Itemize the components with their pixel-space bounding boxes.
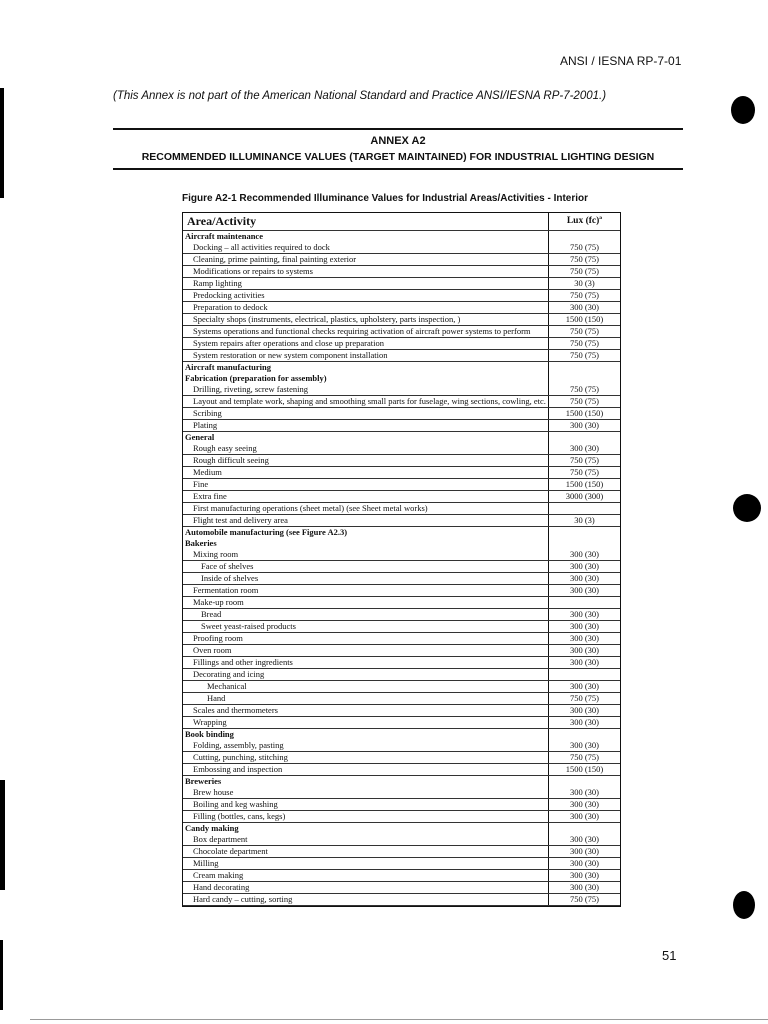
lux-value-cell: 300 (30) bbox=[549, 621, 621, 633]
lux-value-cell: 300 (30) bbox=[549, 549, 621, 561]
table-row bbox=[183, 693, 620, 705]
table-row bbox=[183, 561, 620, 573]
lux-value-cell: 300 (30) bbox=[549, 681, 621, 693]
area-activity-cell: Aircraft maintenance bbox=[185, 231, 263, 241]
lux-value-cell: 300 (30) bbox=[549, 740, 621, 752]
table-row bbox=[183, 645, 620, 657]
lux-value-cell: 300 (30) bbox=[549, 657, 621, 669]
area-activity-cell: Docking – all activities required to dock bbox=[183, 242, 549, 254]
lux-value-cell: 300 (30) bbox=[549, 846, 621, 858]
lux-value-cell: 1500 (150) bbox=[549, 764, 621, 776]
table-row bbox=[183, 597, 620, 609]
lux-value-cell bbox=[549, 231, 621, 243]
illuminance-table bbox=[182, 212, 621, 907]
lux-value-cell bbox=[549, 597, 621, 609]
lux-value-cell: 1500 (150) bbox=[549, 408, 621, 420]
area-activity-cell: Brew house bbox=[183, 787, 549, 799]
table-row bbox=[183, 834, 620, 846]
area-activity-cell: Box department bbox=[183, 834, 549, 846]
table-row bbox=[183, 729, 620, 741]
lux-value-cell: 300 (30) bbox=[549, 834, 621, 846]
area-activity-cell: Fabrication (preparation for assembly) bbox=[185, 373, 327, 383]
scan-margin-mark-bottom bbox=[0, 780, 5, 890]
lux-value-cell: 750 (75) bbox=[549, 752, 621, 764]
column-header-area: Area/Activity bbox=[183, 213, 549, 231]
area-activity-cell: Extra fine bbox=[183, 491, 549, 503]
area-activity-cell: Decorating and icing bbox=[183, 669, 549, 681]
area-activity-cell: Layout and template work, shaping and smoothing small parts for fuselage, wing sections, cowling, etc. bbox=[183, 396, 549, 408]
table-row bbox=[183, 609, 620, 621]
area-activity-cell: Scales and thermometers bbox=[183, 705, 549, 717]
area-activity-cell: Inside of shelves bbox=[183, 573, 549, 585]
lux-value-cell bbox=[549, 503, 621, 515]
lux-value-cell: 300 (30) bbox=[549, 573, 621, 585]
table-row bbox=[183, 350, 620, 362]
area-activity-cell: Sweet yeast-raised products bbox=[183, 621, 549, 633]
table-row bbox=[183, 633, 620, 645]
table-row bbox=[183, 278, 620, 290]
table-row bbox=[183, 515, 620, 527]
lux-value-cell bbox=[549, 729, 621, 741]
table-row bbox=[183, 527, 620, 539]
table-row bbox=[183, 314, 620, 326]
binder-hole-bottom bbox=[733, 891, 755, 919]
lux-value-cell: 30 (3) bbox=[549, 278, 621, 290]
table-row bbox=[183, 266, 620, 278]
lux-value-cell bbox=[549, 776, 621, 788]
lux-value-cell: 750 (75) bbox=[549, 326, 621, 338]
area-activity-cell: Folding, assembly, pasting bbox=[183, 740, 549, 752]
area-activity-cell: Candy making bbox=[185, 823, 239, 833]
lux-value-cell: 300 (30) bbox=[549, 799, 621, 811]
area-activity-cell: Aircraft manufacturing bbox=[185, 362, 272, 372]
lux-value-cell bbox=[549, 373, 621, 384]
page-number: 51 bbox=[662, 948, 677, 963]
area-activity-cell: Boiling and keg washing bbox=[183, 799, 549, 811]
lux-value-cell: 300 (30) bbox=[549, 787, 621, 799]
area-activity-cell: Milling bbox=[183, 858, 549, 870]
area-activity-cell: Rough difficult seeing bbox=[183, 455, 549, 467]
lux-value-cell: 300 (30) bbox=[549, 717, 621, 729]
top-rule bbox=[113, 128, 683, 130]
table-row bbox=[183, 326, 620, 338]
area-activity-cell: Embossing and inspection bbox=[183, 764, 549, 776]
lux-value-cell: 750 (75) bbox=[549, 266, 621, 278]
lux-value-cell: 300 (30) bbox=[549, 585, 621, 597]
table-row bbox=[183, 681, 620, 693]
table-row bbox=[183, 290, 620, 302]
table-row bbox=[183, 242, 620, 254]
binder-hole-middle bbox=[733, 494, 761, 522]
lux-value-cell bbox=[549, 538, 621, 549]
area-activity-cell: System repairs after operations and close up preparation bbox=[183, 338, 549, 350]
area-activity-cell: Book binding bbox=[185, 729, 234, 739]
area-activity-cell: Modifications or repairs to systems bbox=[183, 266, 549, 278]
lux-value-cell bbox=[549, 823, 621, 835]
lux-value-cell: 750 (75) bbox=[549, 467, 621, 479]
scan-bottom-edge bbox=[30, 1019, 768, 1020]
area-activity-cell: Bread bbox=[183, 609, 549, 621]
area-activity-cell: Hard candy – cutting, sorting bbox=[183, 894, 549, 906]
table-row bbox=[183, 894, 620, 906]
lux-value-cell: 1500 (150) bbox=[549, 314, 621, 326]
table-row bbox=[183, 338, 620, 350]
area-activity-cell: Oven room bbox=[183, 645, 549, 657]
table-row bbox=[183, 254, 620, 266]
area-activity-cell: Bakeries bbox=[185, 538, 217, 548]
lux-value-cell: 300 (30) bbox=[549, 870, 621, 882]
area-activity-cell: Flight test and delivery area bbox=[183, 515, 549, 527]
area-activity-cell: Face of shelves bbox=[183, 561, 549, 573]
lux-value-cell: 750 (75) bbox=[549, 290, 621, 302]
area-activity-cell: Preparation to dedock bbox=[183, 302, 549, 314]
area-activity-cell: Wrapping bbox=[183, 717, 549, 729]
lux-value-cell: 750 (75) bbox=[549, 384, 621, 396]
lux-value-cell: 1500 (150) bbox=[549, 479, 621, 491]
lux-value-cell: 3000 (300) bbox=[549, 491, 621, 503]
area-activity-cell: Make-up room bbox=[183, 597, 549, 609]
annex-note: (This Annex is not part of the American National Standard and Practice ANSI/IESNA RP-7-2001.) bbox=[113, 90, 607, 102]
lux-value-cell: 750 (75) bbox=[549, 396, 621, 408]
table-row bbox=[183, 231, 620, 243]
table-row bbox=[183, 408, 620, 420]
lux-value-cell: 300 (30) bbox=[549, 302, 621, 314]
scan-margin-mark-lower bbox=[0, 940, 3, 1010]
area-activity-cell: Ramp lighting bbox=[183, 278, 549, 290]
lux-value-cell bbox=[549, 432, 621, 444]
area-activity-cell: Fillings and other ingredients bbox=[183, 657, 549, 669]
table-row bbox=[183, 858, 620, 870]
area-activity-cell: Scribing bbox=[183, 408, 549, 420]
table-row bbox=[183, 538, 620, 549]
scan-margin-mark-top bbox=[0, 88, 4, 198]
table-row bbox=[183, 302, 620, 314]
lux-value-cell: 750 (75) bbox=[549, 254, 621, 266]
area-activity-cell: Filling (bottles, cans, kegs) bbox=[183, 811, 549, 823]
lux-value-cell: 750 (75) bbox=[549, 338, 621, 350]
area-activity-cell: Medium bbox=[183, 467, 549, 479]
lux-value-cell: 750 (75) bbox=[549, 693, 621, 705]
table-row bbox=[183, 432, 620, 444]
table-row bbox=[183, 787, 620, 799]
table-row bbox=[183, 717, 620, 729]
table-row bbox=[183, 740, 620, 752]
table-row bbox=[183, 503, 620, 515]
table-row bbox=[183, 585, 620, 597]
area-activity-cell: Chocolate department bbox=[183, 846, 549, 858]
table-row bbox=[183, 455, 620, 467]
area-activity-cell: System restoration or new system component installation bbox=[183, 350, 549, 362]
table-row bbox=[183, 823, 620, 835]
area-activity-cell: Systems operations and functional checks requiring activation of aircraft power systems to perform bbox=[183, 326, 549, 338]
table-row bbox=[183, 384, 620, 396]
lux-value-cell: 750 (75) bbox=[549, 350, 621, 362]
table-row bbox=[183, 705, 620, 717]
area-activity-cell: General bbox=[185, 432, 215, 442]
table-row bbox=[183, 657, 620, 669]
lux-value-cell: 750 (75) bbox=[549, 242, 621, 254]
area-activity-cell: Predocking activities bbox=[183, 290, 549, 302]
lux-value-cell: 300 (30) bbox=[549, 609, 621, 621]
area-activity-cell: First manufacturing operations (sheet metal) (see Sheet metal works) bbox=[183, 503, 549, 515]
area-activity-cell: Fermentation room bbox=[183, 585, 549, 597]
table-row bbox=[183, 846, 620, 858]
table-row bbox=[183, 882, 620, 894]
table-row bbox=[183, 491, 620, 503]
lux-value-cell: 300 (30) bbox=[549, 561, 621, 573]
table-row bbox=[183, 549, 620, 561]
lux-value-cell: 300 (30) bbox=[549, 633, 621, 645]
table-row bbox=[183, 443, 620, 455]
binder-hole-top bbox=[731, 96, 755, 124]
table-row bbox=[183, 479, 620, 491]
table-row bbox=[183, 799, 620, 811]
lux-value-cell bbox=[549, 669, 621, 681]
area-activity-cell: Automobile manufacturing (see Figure A2.3) bbox=[185, 527, 348, 537]
area-activity-cell: Breweries bbox=[185, 776, 222, 786]
lux-value-cell: 300 (30) bbox=[549, 811, 621, 823]
lux-value-cell: 750 (75) bbox=[549, 455, 621, 467]
table-row bbox=[183, 776, 620, 788]
document-id-header: ANSI / IESNA RP-7-01 bbox=[560, 54, 682, 68]
table-row bbox=[183, 621, 620, 633]
lux-value-cell: 300 (30) bbox=[549, 858, 621, 870]
table-row bbox=[183, 467, 620, 479]
table-row bbox=[183, 373, 620, 384]
table-row bbox=[183, 870, 620, 882]
lux-value-cell: 300 (30) bbox=[549, 420, 621, 432]
area-activity-cell: Cream making bbox=[183, 870, 549, 882]
table-row bbox=[183, 669, 620, 681]
table-row bbox=[183, 362, 620, 374]
table-body bbox=[183, 231, 620, 906]
area-activity-cell: Mixing room bbox=[183, 549, 549, 561]
bottom-rule bbox=[113, 168, 683, 170]
area-activity-cell: Hand bbox=[183, 693, 549, 705]
table-header-row bbox=[183, 213, 620, 231]
figure-caption: Figure A2-1 Recommended Illuminance Values for Industrial Areas/Activities - Interior bbox=[182, 193, 589, 204]
area-activity-cell: Mechanical bbox=[183, 681, 549, 693]
lux-value-cell: 300 (30) bbox=[549, 705, 621, 717]
table-row bbox=[183, 811, 620, 823]
table-row bbox=[183, 573, 620, 585]
column-header-lux: Lux (fc)ª bbox=[549, 213, 621, 231]
lux-value-cell: 300 (30) bbox=[549, 645, 621, 657]
lux-value-cell bbox=[549, 527, 621, 539]
table-row bbox=[183, 764, 620, 776]
area-activity-cell: Fine bbox=[183, 479, 549, 491]
lux-value-cell bbox=[549, 362, 621, 374]
area-activity-cell: Specialty shops (instruments, electrical, plastics, upholstery, parts inspection, ) bbox=[183, 314, 549, 326]
annex-subtitle: RECOMMENDED ILLUMINANCE VALUES (TARGET MAINTAINED) FOR INDUSTRIAL LIGHTING DESIGN bbox=[141, 151, 655, 163]
table-row bbox=[183, 396, 620, 408]
table-row bbox=[183, 420, 620, 432]
lux-value-cell: 750 (75) bbox=[549, 894, 621, 906]
area-activity-cell: Rough easy seeing bbox=[183, 443, 549, 455]
area-activity-cell: Cleaning, prime painting, final painting exterior bbox=[183, 254, 549, 266]
area-activity-cell: Drilling, riveting, screw fastening bbox=[183, 384, 549, 396]
area-activity-cell: Hand decorating bbox=[183, 882, 549, 894]
annex-title: ANNEX A2 bbox=[370, 135, 426, 147]
lux-value-cell: 300 (30) bbox=[549, 882, 621, 894]
table-row bbox=[183, 752, 620, 764]
lux-value-cell: 300 (30) bbox=[549, 443, 621, 455]
area-activity-cell: Proofing room bbox=[183, 633, 549, 645]
area-activity-cell: Cutting, punching, stitching bbox=[183, 752, 549, 764]
area-activity-cell: Plating bbox=[183, 420, 549, 432]
lux-value-cell: 30 (3) bbox=[549, 515, 621, 527]
